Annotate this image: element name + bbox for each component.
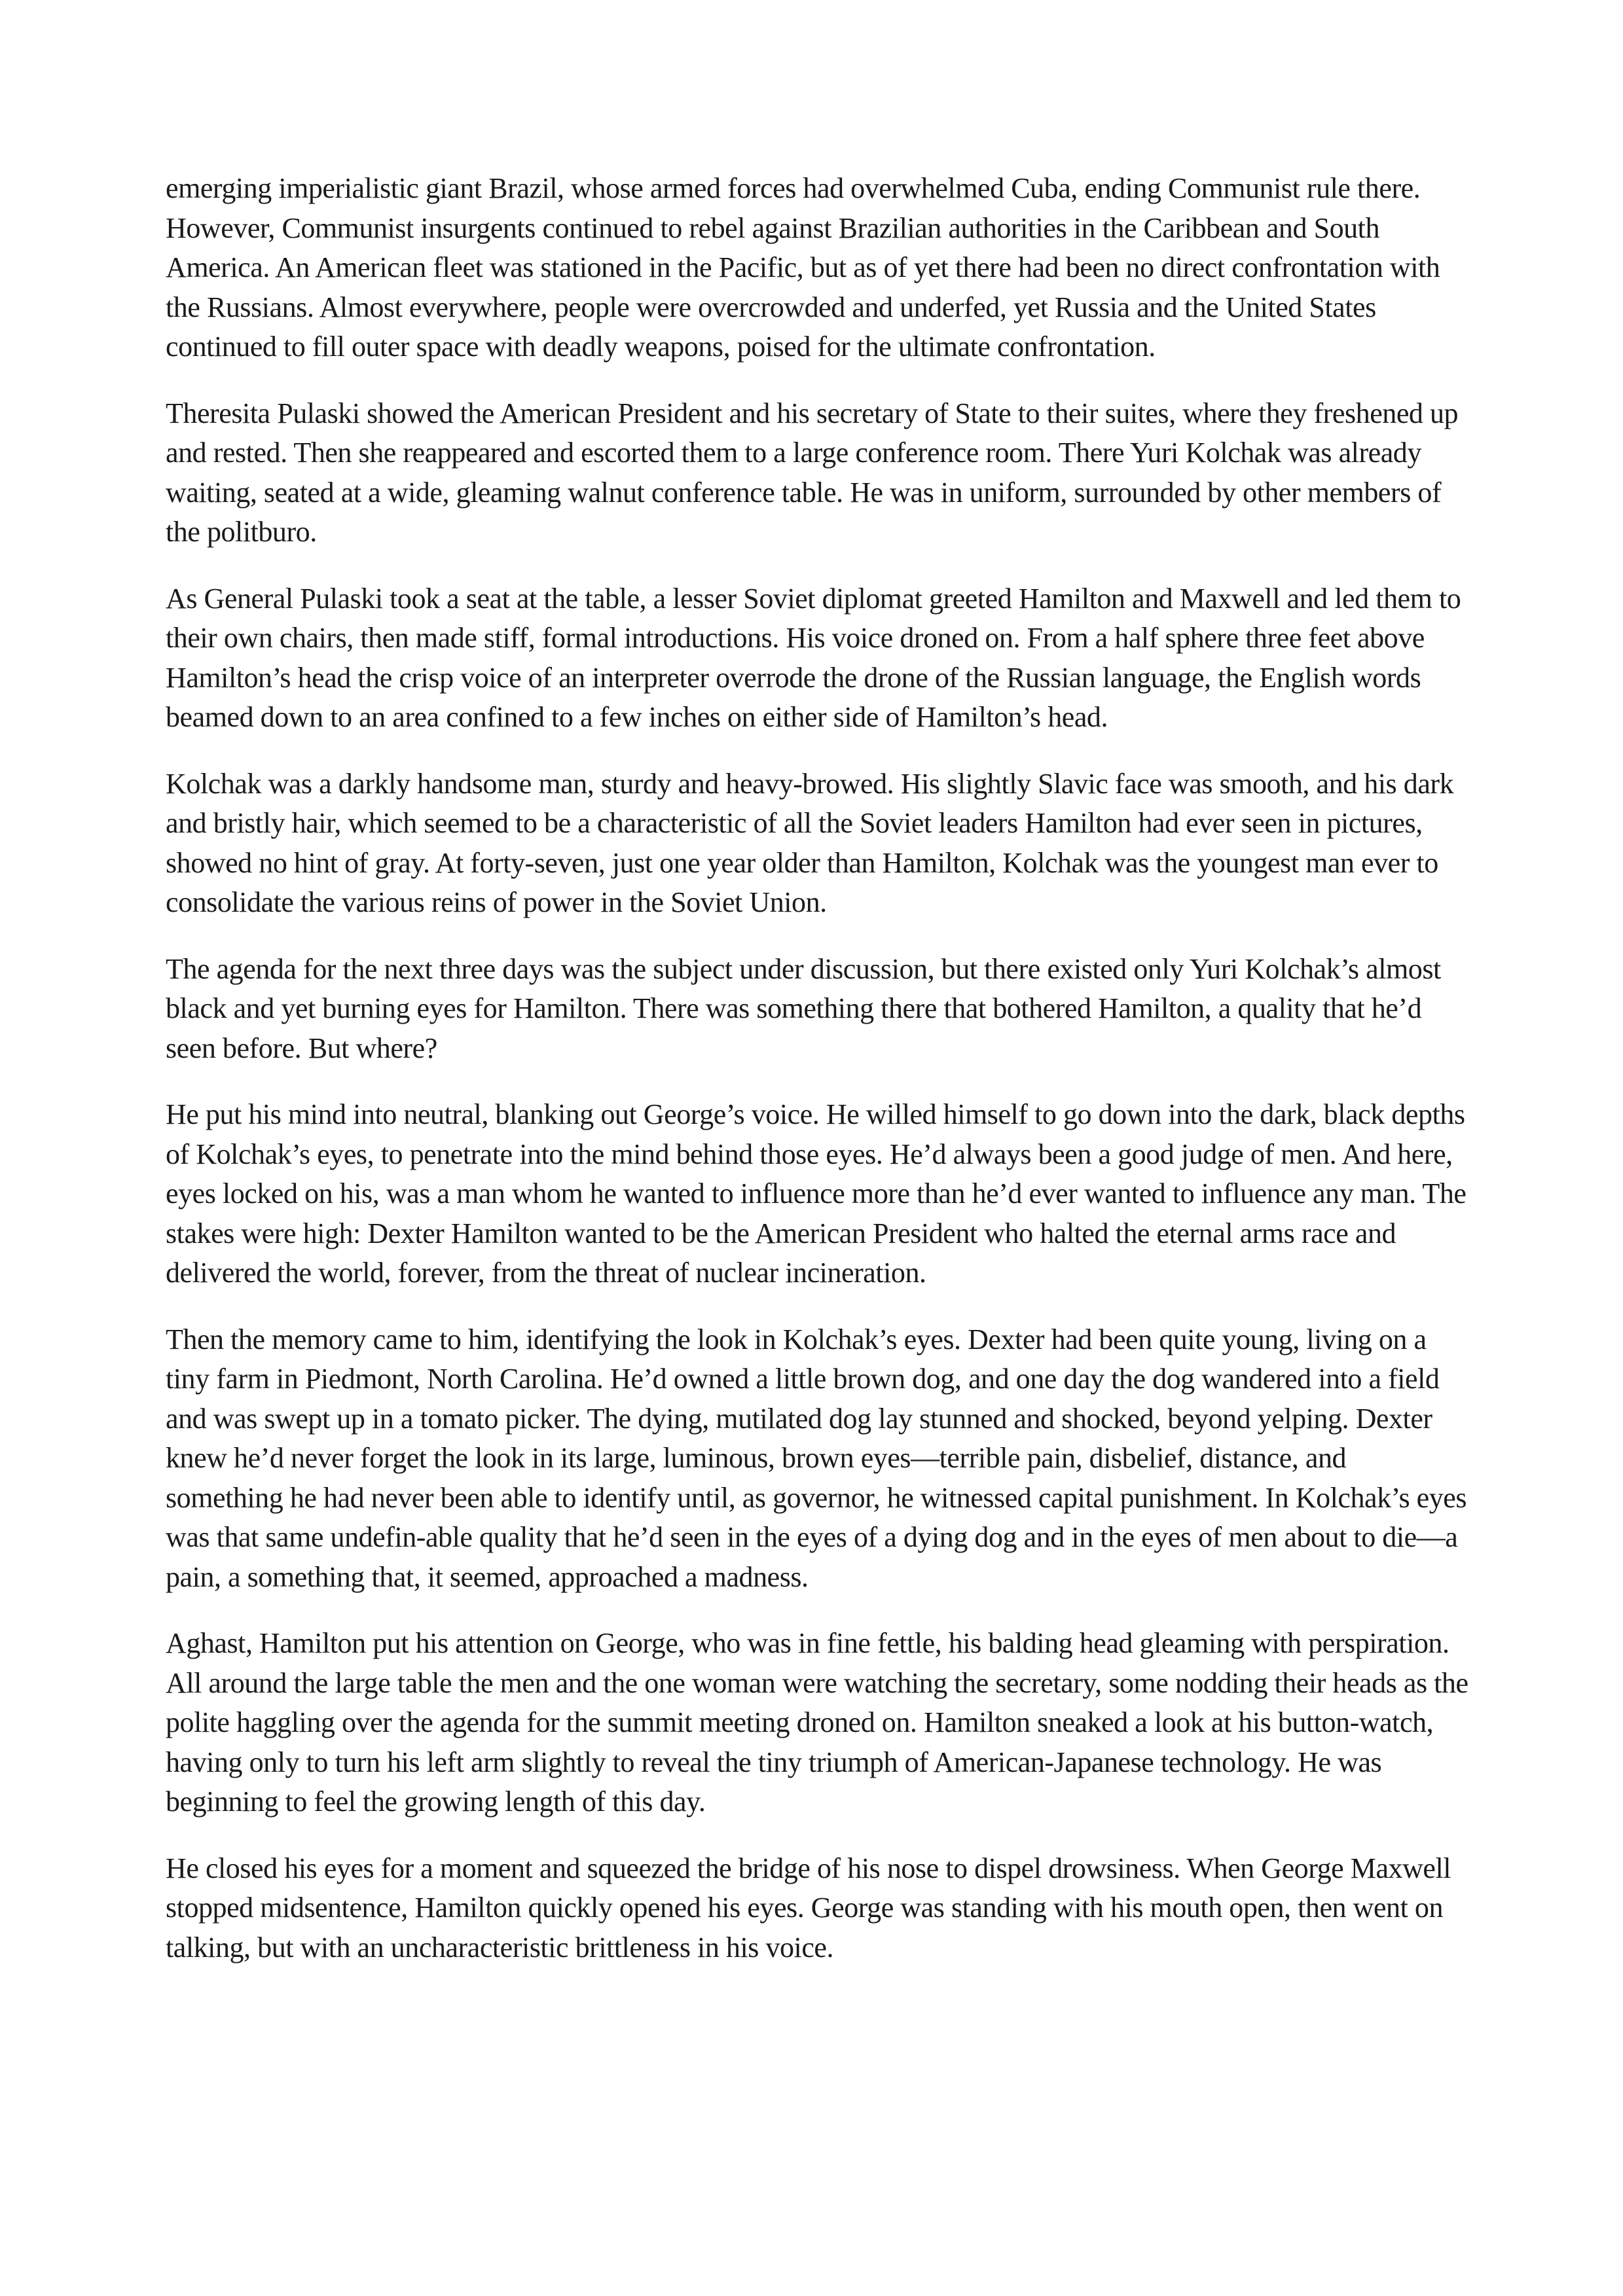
paragraph: He closed his eyes for a moment and squeezed the bridge of his nose to dispel drowsiness. When George Maxwell stopped midsentence, Hamilton quickly opened his eyes. George was standing with his mouth open, then went on talking, but with an uncharacteristic brittleness in his voice.: [166, 1852, 1451, 1964]
paragraph: He put his mind into neutral, blanking out George’s voice. He willed himself to go down into the dark, black depths of Kolchak’s eyes, to penetrate into the mind behind those eyes. He’d always been a good judge of men. And here, eyes locked on his, was a man whom he wanted to influence more than he’d ever wanted to influence any man. The stakes were high: Dexter Hamilton wanted to be the American President who halted the eternal arms race and delivered the world, forever, from the threat of nuclear incineration.: [166, 1098, 1467, 1289]
paragraph: Theresita Pulaski showed the American President and his secretary of State to their suites, where they freshened up and rested. Then she reappeared and escorted them to a large conference room. There Yuri Kolchak was already waiting, seated at a wide, gleaming walnut conference table. He was in uniform, surrounded by other members of the politburo.: [166, 397, 1459, 548]
paragraph: Kolchak was a darkly handsome man, sturdy and heavy-browed. His slightly Slavic face was smooth, and his dark and bristly hair, which seemed to be a characteristic of all the Soviet leaders Hamilton had ever seen in pictures, showed no hint of gray. At forty-seven, just one year older than Hamilton, Kolchak was the youngest man ever to consolidate the various reins of power in the Soviet Union.: [166, 767, 1454, 918]
paragraph: Aghast, Hamilton put his attention on George, who was in fine fettle, his balding head gleaming with perspiration. All around the large table the men and the one woman were watching the secretary, some nodding their heads as the polite haggling over the agenda for the summit meeting droned on. Hamilton sneaked a look at his button-watch, having only to turn his left arm slightly to reveal the tiny triumph of American-Japanese technology. He was beginning to feel the growing length of this day.: [166, 1627, 1468, 1818]
paragraph: emerging imperialistic giant Brazil, whose armed forces had overwhelmed Cuba, ending Communist rule there. However, Communist insurgents continued to rebel against Brazilian authorities in the Caribbean and South America. An American fleet was stationed in the Pacific, but as of yet there had been no direct confrontation with the Russians. Almost everywhere, people were overcrowded and underfed, yet Russia and the United States continued to fill outer space with deadly weapons, poised for the ultimate confrontation.: [166, 172, 1440, 363]
paragraph: Then the memory came to him, identifying the look in Kolchak’s eyes. Dexter had been quite young, living on a tiny farm in Piedmont, North Carolina. He’d owned a little brown dog, and one day the dog wandered into a field and was swept up in a tomato picker. The dying, mutilated dog lay stunned and shocked, beyond yelping. Dexter knew he’d never forget the look in its large, luminous, brown eyes—terrible pain, disbelief, distance, and something he had never been able to identify until, as governor, he witnessed capital punishment. In Kolchak’s eyes was that same undefin-able quality that he’d seen in the eyes of a dying dog and in the eyes of men about to die—a pain, a something that, it seemed, approached a madness.: [166, 1323, 1467, 1593]
paragraph: The agenda for the next three days was the subject under discussion, but there existed only Yuri Kolchak’s almost black and yet burning eyes for Hamilton. There was something there that bothered Hamilton, a quality that he’d seen before. But where?: [166, 952, 1441, 1064]
paragraph: As General Pulaski took a seat at the table, a lesser Soviet diplomat greeted Hamilton and Maxwell and led them to their own chairs, then made stiff, formal introductions. His voice droned on. From a half sphere three feet above Hamilton’s head the crisp voice of an interpreter overrode the drone of the Russian language, the English words beamed down to an area confined to a few inches on either side of Hamilton’s head.: [166, 582, 1461, 733]
document-page: [166, 169, 1468, 1994]
